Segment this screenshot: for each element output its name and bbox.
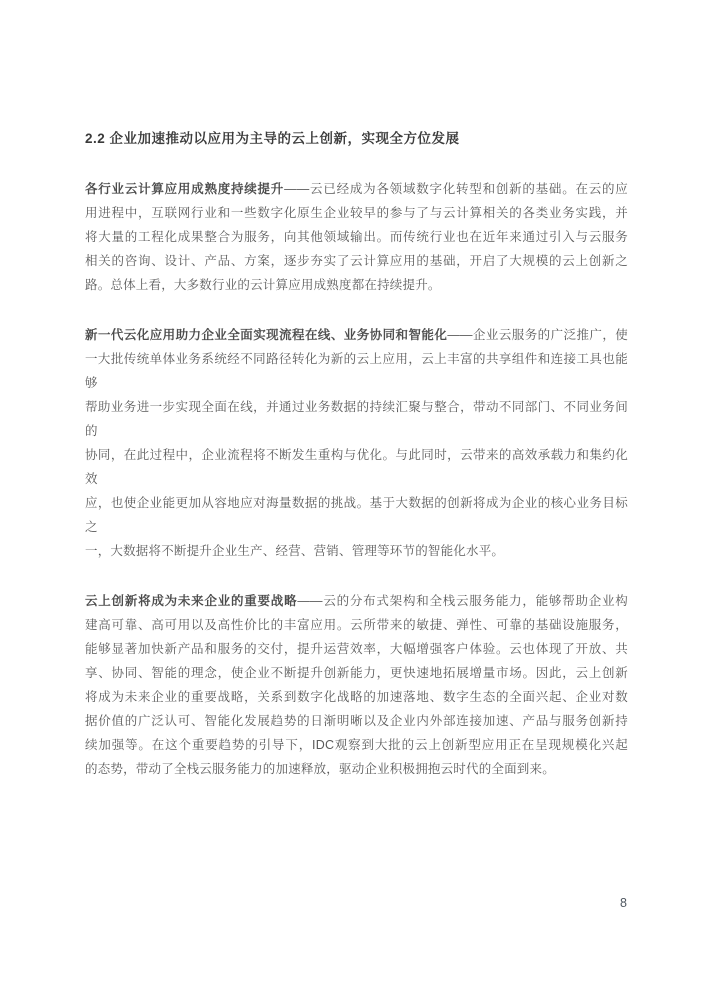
paragraph-line: 续加强等。在这个重要趋势的引导下，IDC观察到大批的云上创新型应用正在呈现规模化兴起 — [85, 738, 628, 752]
paragraph-line: 一，大数据将不断提升企业生产、经营、营销、管理等环节的智能化水平。 — [85, 544, 505, 558]
paragraph — [85, 177, 628, 297]
paragraph-lead-bold: 云上创新将成为未来企业的重要战略 — [85, 594, 298, 608]
paragraph-line — [85, 177, 628, 201]
paragraph-line: 帮助业务进一步实现全面在线，并通过业务数据的持续汇聚与整合，带动不同部门、不同业务间的 — [85, 400, 628, 438]
paragraph-line: 享、协同、智能的理念，使企业不断提升创新能力，更快速地拓展增量市场。因此，云上创新 — [85, 666, 628, 680]
page-content — [85, 131, 628, 807]
paragraph-text: ——企业云服务的广泛推广，使 — [447, 328, 628, 342]
paragraph-text: ——云的分布式架构和全栈云服务能力，能够帮助企业构 — [297, 594, 628, 608]
page-number: 8 — [620, 896, 627, 910]
paragraph — [85, 589, 628, 781]
paragraph-line: 将成为未来企业的重要战略，关系到数字化战略的加速落地、数字生态的全面兴起、企业对数 — [85, 690, 628, 704]
paragraph-line — [85, 323, 628, 347]
paragraph-line: 应，也使企业能更加从容地应对海量数据的挑战。基于大数据的创新将成为企业的核心业务目标之 — [85, 496, 628, 534]
paragraph-line: 建高可靠、高可用以及高性价比的丰富应用。云所带来的敏捷、弹性、可靠的基础设施服务， — [85, 618, 628, 632]
paragraph-line: 一大批传统单体业务系统经不同路径转化为新的云上应用，云上丰富的共享组件和连接工具也能够 — [85, 352, 628, 390]
section-heading: 2.2 企业加速推动以应用为主导的云上创新，实现全方位发展 — [85, 131, 460, 146]
paragraph-lead-bold: 各行业云计算应用成熟度持续提升 — [85, 182, 285, 196]
paragraph-line: 据价值的广泛认可、智能化发展趋势的日渐明晰以及企业内外部连接加速、产品与服务创新持 — [85, 714, 628, 728]
paragraph-line: 协同，在此过程中，企业流程将不断发生重构与优化。与此同时，云带来的高效承载力和集约化效 — [85, 448, 628, 486]
paragraph-line — [85, 589, 628, 613]
paragraph-lead-bold: 新一代云化应用助力企业全面实现流程在线、业务协同和智能化 — [85, 328, 448, 342]
paragraph-line: 将大量的工程化成果整合为服务，向其他领域输出。而传统行业也在近年来通过引入与云服务 — [85, 230, 628, 244]
paragraph-text: ——云已经成为各领域数字化转型和创新的基础。在云的应 — [284, 182, 628, 196]
paragraph-line: 能够显著加快新产品和服务的交付，提升运营效率，大幅增强客户体验。云也体现了开放、共 — [85, 642, 628, 656]
paragraph-line: 的态势，带动了全栈云服务能力的加速释放，驱动企业积极拥抱云时代的全面到来。 — [85, 762, 555, 776]
paragraph-line: 相关的咨询、设计、产品、方案，逐步夯实了云计算应用的基础，开启了大规模的云上创新之 — [85, 254, 628, 268]
paragraph-line: 路。总体上看，大多数行业的云计算应用成熟度都在持续提升。 — [85, 278, 441, 292]
paragraph-line: 用进程中，互联网行业和一些数字化原生企业较早的参与了与云计算相关的各类业务实践，并 — [85, 206, 628, 220]
paragraph — [85, 323, 628, 563]
